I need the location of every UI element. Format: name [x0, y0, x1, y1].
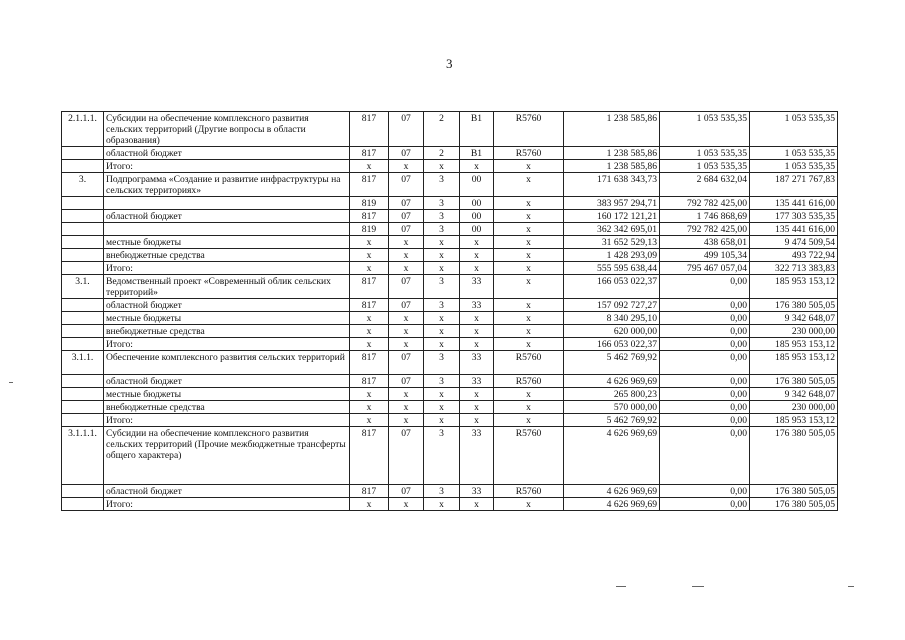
- code-rz: х: [389, 498, 424, 511]
- code-grbs: 817: [350, 299, 389, 312]
- code-grbs: 817: [350, 173, 389, 197]
- table-row: [62, 312, 838, 325]
- code-rz: х: [389, 388, 424, 401]
- table-row: [62, 427, 838, 485]
- code-target: R5760: [494, 485, 564, 498]
- row-number: [62, 210, 104, 223]
- value-year-1: 1 238 585,86: [564, 160, 660, 173]
- value-year-2: 499 105,34: [660, 249, 750, 262]
- code-grbs: х: [350, 388, 389, 401]
- value-year-3: 9 342 648,07: [750, 388, 838, 401]
- code-rz: 07: [389, 485, 424, 498]
- code-grbs: х: [350, 414, 389, 427]
- value-year-1: 31 652 529,13: [564, 236, 660, 249]
- code-target: х: [494, 275, 564, 299]
- code-pr: 3: [424, 173, 460, 197]
- value-year-2: 1 053 535,35: [660, 160, 750, 173]
- code-target: х: [494, 262, 564, 275]
- value-year-1: 265 800,23: [564, 388, 660, 401]
- row-number: 3.1.1.: [62, 351, 104, 375]
- code-target: х: [494, 299, 564, 312]
- row-name: Обеспечение комплексного развития сельских территорий: [104, 351, 350, 375]
- code-pr: х: [424, 249, 460, 262]
- code-target: х: [494, 249, 564, 262]
- row-name: местные бюджеты: [104, 388, 350, 401]
- row-number: [62, 375, 104, 388]
- row-name: областной бюджет: [104, 210, 350, 223]
- scan-mark: [692, 586, 704, 587]
- code-rz: 07: [389, 375, 424, 388]
- value-year-1: 8 340 295,10: [564, 312, 660, 325]
- table-row: [62, 388, 838, 401]
- code-grbs: 817: [350, 112, 389, 147]
- value-year-3: 1 053 535,35: [750, 160, 838, 173]
- value-year-1: 4 626 969,69: [564, 427, 660, 485]
- value-year-3: 322 713 383,83: [750, 262, 838, 275]
- value-year-1: 166 053 022,37: [564, 338, 660, 351]
- value-year-1: 4 626 969,69: [564, 485, 660, 498]
- code-pr: 3: [424, 351, 460, 375]
- code-grbs: х: [350, 338, 389, 351]
- code-grbs: х: [350, 262, 389, 275]
- code-target: R5760: [494, 351, 564, 375]
- value-year-1: 157 092 727,27: [564, 299, 660, 312]
- value-year-3: 176 380 505,05: [750, 427, 838, 485]
- value-year-2: 438 658,01: [660, 236, 750, 249]
- code-pr: 3: [424, 210, 460, 223]
- row-number: 3.1.: [62, 275, 104, 299]
- code-target: R5760: [494, 112, 564, 147]
- code-target: х: [494, 338, 564, 351]
- value-year-1: 555 595 638,44: [564, 262, 660, 275]
- code-rz: х: [389, 312, 424, 325]
- code-pr: х: [424, 388, 460, 401]
- table-row: [62, 498, 838, 511]
- value-year-3: 9 474 509,54: [750, 236, 838, 249]
- code-target: х: [494, 414, 564, 427]
- code-target: х: [494, 160, 564, 173]
- row-number: [62, 147, 104, 160]
- code-pr: 2: [424, 112, 460, 147]
- row-number: [62, 325, 104, 338]
- row-name: Итого:: [104, 160, 350, 173]
- value-year-2: 0,00: [660, 338, 750, 351]
- row-number: [62, 401, 104, 414]
- code-cs: 00: [460, 223, 494, 236]
- row-number: [62, 299, 104, 312]
- table-row: [62, 173, 838, 197]
- table-row: [62, 147, 838, 160]
- row-number: [62, 236, 104, 249]
- value-year-2: 1 053 535,35: [660, 147, 750, 160]
- value-year-3: 185 953 153,12: [750, 338, 838, 351]
- value-year-3: 187 271 767,83: [750, 173, 838, 197]
- code-grbs: 817: [350, 351, 389, 375]
- row-number: [62, 197, 104, 210]
- code-cs: 00: [460, 173, 494, 197]
- value-year-3: 1 053 535,35: [750, 112, 838, 147]
- value-year-3: 135 441 616,00: [750, 197, 838, 210]
- value-year-2: 0,00: [660, 388, 750, 401]
- row-name: Итого:: [104, 498, 350, 511]
- code-cs: 33: [460, 485, 494, 498]
- value-year-2: 0,00: [660, 299, 750, 312]
- code-pr: х: [424, 160, 460, 173]
- code-pr: х: [424, 262, 460, 275]
- code-target: R5760: [494, 375, 564, 388]
- table-row: [62, 236, 838, 249]
- budget-table-body: [62, 112, 838, 511]
- budget-table: [61, 111, 838, 511]
- code-grbs: 819: [350, 223, 389, 236]
- row-name: [104, 223, 350, 236]
- value-year-1: 5 462 769,92: [564, 351, 660, 375]
- value-year-1: 5 462 769,92: [564, 414, 660, 427]
- code-cs: х: [460, 498, 494, 511]
- code-target: х: [494, 325, 564, 338]
- code-pr: х: [424, 414, 460, 427]
- code-grbs: 817: [350, 485, 389, 498]
- code-target: R5760: [494, 427, 564, 485]
- row-name: Субсидии на обеспечение комплексного развития сельских территорий (Прочие межбюджетные трансферты общего характера): [104, 427, 350, 485]
- code-target: R5760: [494, 147, 564, 160]
- code-rz: 07: [389, 299, 424, 312]
- code-cs: 33: [460, 299, 494, 312]
- code-pr: 2: [424, 147, 460, 160]
- code-rz: 07: [389, 275, 424, 299]
- scan-mark: [9, 382, 13, 383]
- table-row: [62, 223, 838, 236]
- value-year-1: 171 638 343,73: [564, 173, 660, 197]
- value-year-2: 2 684 632,04: [660, 173, 750, 197]
- value-year-1: 4 626 969,69: [564, 498, 660, 511]
- value-year-3: 185 953 153,12: [750, 351, 838, 375]
- code-pr: 3: [424, 299, 460, 312]
- value-year-3: 176 380 505,05: [750, 498, 838, 511]
- table-row: [62, 338, 838, 351]
- row-number: [62, 262, 104, 275]
- value-year-3: 176 380 505,05: [750, 375, 838, 388]
- value-year-1: 1 428 293,09: [564, 249, 660, 262]
- value-year-1: 4 626 969,69: [564, 375, 660, 388]
- code-cs: х: [460, 401, 494, 414]
- row-name: Итого:: [104, 338, 350, 351]
- value-year-2: 0,00: [660, 427, 750, 485]
- code-rz: х: [389, 338, 424, 351]
- code-target: х: [494, 236, 564, 249]
- code-grbs: х: [350, 249, 389, 262]
- code-cs: В1: [460, 147, 494, 160]
- row-name: внебюджетные средства: [104, 401, 350, 414]
- row-number: 3.: [62, 173, 104, 197]
- value-year-1: 1 238 585,86: [564, 147, 660, 160]
- code-grbs: х: [350, 160, 389, 173]
- code-rz: х: [389, 325, 424, 338]
- code-cs: 33: [460, 427, 494, 485]
- code-rz: 07: [389, 210, 424, 223]
- page-number: 3: [446, 56, 453, 71]
- code-rz: х: [389, 236, 424, 249]
- value-year-1: 620 000,00: [564, 325, 660, 338]
- value-year-2: 795 467 057,04: [660, 262, 750, 275]
- value-year-1: 383 957 294,71: [564, 197, 660, 210]
- table-row: [62, 414, 838, 427]
- value-year-1: 166 053 022,37: [564, 275, 660, 299]
- row-name: областной бюджет: [104, 147, 350, 160]
- table-row: [62, 210, 838, 223]
- code-rz: 07: [389, 427, 424, 485]
- code-grbs: 817: [350, 375, 389, 388]
- value-year-2: 0,00: [660, 498, 750, 511]
- table-row: [62, 485, 838, 498]
- code-rz: х: [389, 160, 424, 173]
- table-row: [62, 275, 838, 299]
- value-year-2: 792 782 425,00: [660, 223, 750, 236]
- code-rz: 07: [389, 351, 424, 375]
- row-name: областной бюджет: [104, 375, 350, 388]
- row-name: Субсидии на обеспечение комплексного развития сельских территорий (Другие вопросы в области образования): [104, 112, 350, 147]
- row-number: [62, 338, 104, 351]
- row-number: [62, 223, 104, 236]
- value-year-2: 0,00: [660, 325, 750, 338]
- row-number: [62, 498, 104, 511]
- row-name: Ведомственный проект «Современный облик сельских территорий»: [104, 275, 350, 299]
- table-row: [62, 197, 838, 210]
- code-cs: х: [460, 236, 494, 249]
- table-row: [62, 325, 838, 338]
- code-cs: х: [460, 325, 494, 338]
- row-name: Итого:: [104, 414, 350, 427]
- value-year-3: 493 722,94: [750, 249, 838, 262]
- code-rz: 07: [389, 147, 424, 160]
- code-pr: х: [424, 338, 460, 351]
- table-row: [62, 351, 838, 375]
- code-target: х: [494, 388, 564, 401]
- code-grbs: х: [350, 325, 389, 338]
- code-pr: 3: [424, 197, 460, 210]
- code-target: х: [494, 173, 564, 197]
- code-rz: 07: [389, 112, 424, 147]
- code-pr: 3: [424, 223, 460, 236]
- code-grbs: х: [350, 498, 389, 511]
- row-name: местные бюджеты: [104, 312, 350, 325]
- code-rz: х: [389, 414, 424, 427]
- row-name: Подпрограмма «Создание и развитие инфраструктуры на сельских территориях»: [104, 173, 350, 197]
- code-grbs: х: [350, 312, 389, 325]
- row-name: местные бюджеты: [104, 236, 350, 249]
- code-cs: 00: [460, 197, 494, 210]
- table-row: [62, 262, 838, 275]
- value-year-2: 1 053 535,35: [660, 112, 750, 147]
- value-year-3: 177 303 535,35: [750, 210, 838, 223]
- row-name: областной бюджет: [104, 299, 350, 312]
- row-number: [62, 160, 104, 173]
- row-number: 3.1.1.1.: [62, 427, 104, 485]
- code-target: х: [494, 312, 564, 325]
- code-target: х: [494, 197, 564, 210]
- code-target: х: [494, 401, 564, 414]
- code-cs: х: [460, 262, 494, 275]
- row-number: 2.1.1.1.: [62, 112, 104, 147]
- code-pr: 3: [424, 275, 460, 299]
- table-row: [62, 249, 838, 262]
- value-year-3: 9 342 648,07: [750, 312, 838, 325]
- code-cs: х: [460, 414, 494, 427]
- value-year-2: 0,00: [660, 275, 750, 299]
- code-cs: х: [460, 160, 494, 173]
- code-rz: х: [389, 262, 424, 275]
- value-year-3: 1 053 535,35: [750, 147, 838, 160]
- value-year-3: 135 441 616,00: [750, 223, 838, 236]
- code-cs: 33: [460, 275, 494, 299]
- code-rz: 07: [389, 173, 424, 197]
- code-rz: х: [389, 249, 424, 262]
- value-year-2: 0,00: [660, 351, 750, 375]
- table-row: [62, 160, 838, 173]
- value-year-2: 1 746 868,69: [660, 210, 750, 223]
- value-year-3: 176 380 505,05: [750, 485, 838, 498]
- row-number: [62, 249, 104, 262]
- code-cs: х: [460, 312, 494, 325]
- code-cs: 33: [460, 351, 494, 375]
- code-target: х: [494, 210, 564, 223]
- scan-mark: [848, 586, 854, 587]
- row-name: внебюджетные средства: [104, 325, 350, 338]
- code-grbs: х: [350, 401, 389, 414]
- row-name: областной бюджет: [104, 485, 350, 498]
- value-year-3: 185 953 153,12: [750, 414, 838, 427]
- table-row: [62, 375, 838, 388]
- value-year-3: 185 953 153,12: [750, 275, 838, 299]
- code-pr: х: [424, 312, 460, 325]
- code-cs: х: [460, 249, 494, 262]
- code-grbs: 817: [350, 427, 389, 485]
- value-year-2: 792 782 425,00: [660, 197, 750, 210]
- row-number: [62, 312, 104, 325]
- row-number: [62, 485, 104, 498]
- value-year-3: 176 380 505,05: [750, 299, 838, 312]
- code-cs: 33: [460, 375, 494, 388]
- code-pr: 3: [424, 485, 460, 498]
- code-rz: 07: [389, 197, 424, 210]
- code-grbs: 819: [350, 197, 389, 210]
- code-grbs: х: [350, 236, 389, 249]
- code-pr: х: [424, 236, 460, 249]
- row-number: [62, 414, 104, 427]
- code-grbs: 817: [350, 275, 389, 299]
- value-year-2: 0,00: [660, 485, 750, 498]
- table-row: [62, 401, 838, 414]
- code-cs: х: [460, 338, 494, 351]
- value-year-1: 1 238 585,86: [564, 112, 660, 147]
- code-pr: 3: [424, 427, 460, 485]
- value-year-1: 160 172 121,21: [564, 210, 660, 223]
- code-pr: х: [424, 325, 460, 338]
- code-cs: 00: [460, 210, 494, 223]
- code-pr: х: [424, 498, 460, 511]
- value-year-2: 0,00: [660, 375, 750, 388]
- value-year-3: 230 000,00: [750, 325, 838, 338]
- code-cs: х: [460, 388, 494, 401]
- table-row: [62, 112, 838, 147]
- value-year-1: 570 000,00: [564, 401, 660, 414]
- row-name: Итого:: [104, 262, 350, 275]
- code-rz: х: [389, 401, 424, 414]
- code-target: х: [494, 498, 564, 511]
- code-target: х: [494, 223, 564, 236]
- row-name: [104, 197, 350, 210]
- value-year-2: 0,00: [660, 414, 750, 427]
- code-cs: В1: [460, 112, 494, 147]
- code-pr: х: [424, 401, 460, 414]
- code-grbs: 817: [350, 210, 389, 223]
- row-number: [62, 388, 104, 401]
- code-rz: 07: [389, 223, 424, 236]
- value-year-1: 362 342 695,01: [564, 223, 660, 236]
- row-name: внебюджетные средства: [104, 249, 350, 262]
- table-row: [62, 299, 838, 312]
- value-year-2: 0,00: [660, 401, 750, 414]
- value-year-3: 230 000,00: [750, 401, 838, 414]
- code-pr: 3: [424, 375, 460, 388]
- scan-mark: [616, 586, 626, 587]
- value-year-2: 0,00: [660, 312, 750, 325]
- code-grbs: 817: [350, 147, 389, 160]
